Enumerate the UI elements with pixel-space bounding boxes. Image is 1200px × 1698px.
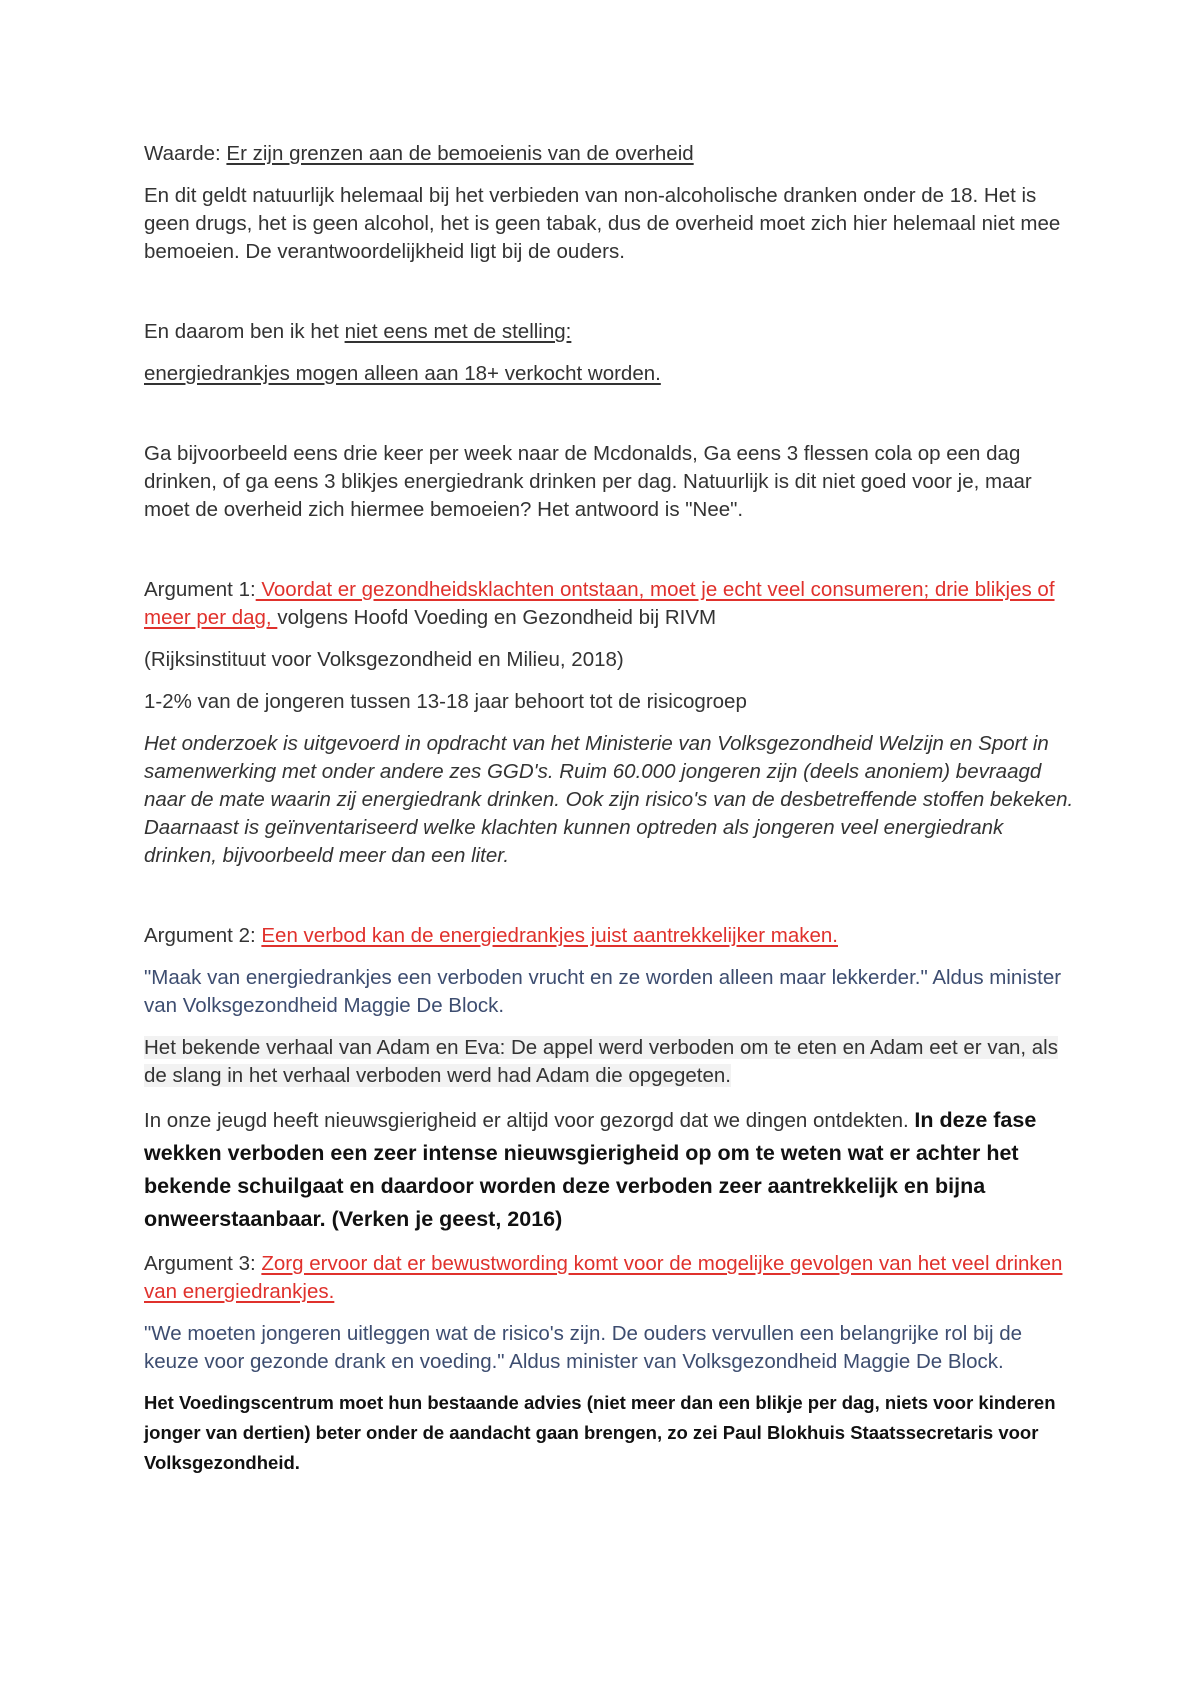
argument2-curiosity-plain: In onze jeugd heeft nieuwsgierigheid er altijd voor gezorgd dat we dingen ontdekten. — [144, 1109, 915, 1132]
argument3-heading — [144, 1250, 1074, 1306]
intro-paragraph: En dit geldt natuurlijk helemaal bij het verbieden van non-alcoholische dranken onder de 18. Het is geen drugs, het is geen alcohol, het is geen tabak, dus de overheid moet zich hier helemaal niet mee bemoeien. De verantwoordelijkheid ligt bij de ouders. — [144, 184, 1061, 263]
statement-text: energiedrankjes mogen alleen aan 18+ verkocht worden. — [144, 362, 661, 385]
argument2-curiosity — [144, 1104, 1074, 1236]
argument1-citation: (Rijksinstituut voor Volksgezondheid en Milieu, 2018) — [144, 648, 624, 671]
argument1-label: Argument 1: — [144, 578, 256, 601]
argument2-heading — [144, 922, 1074, 950]
value-text: Er zijn grenzen aan de bemoeienis van de overheid — [226, 142, 694, 165]
argument2-claim: Een verbod kan de energiedrankjes juist aantrekkelijker maken. — [261, 924, 838, 947]
argument3-advice: Het Voedingscentrum moet hun bestaande advies (niet meer dan een blikje per dag, niets voor kinderen jonger van dertien) beter onder de aandacht gaan brengen, zo zei Paul Blokhuis Staatssecretaris voor Volksgezondheid. — [144, 1392, 1056, 1473]
argument1-heading — [144, 576, 1074, 632]
argument1-research: Het onderzoek is uitgevoerd in opdracht van het Ministerie van Volksgezondheid Welzijn en Sport in samenwerking met onder andere zes GGD's. Ruim 60.000 jongeren zijn (deels anoniem) bevraagd naar de mate waarin zij energiedrank drinken. Ook zijn risico's van de desbetreffende stoffen bekeken. Daarnaast is geïnventariseerd welke klachten kunnen optreden als jongeren veel energiedrank drinken, bijvoorbeeld meer dan een liter. — [144, 732, 1074, 867]
argument3-label: Argument 3: — [144, 1252, 262, 1275]
argument3-quote: "We moeten jongeren uitleggen wat de risico's zijn. De ouders vervullen een belangrijke rol bij de keuze voor gezonde drank en voeding." Aldus minister van Volksgezondheid Maggie De Block. — [144, 1322, 1022, 1373]
example-paragraph: Ga bijvoorbeeld eens drie keer per week naar de Mcdonalds, Ga eens 3 flessen cola op een dag drinken, of ga eens 3 blikjes energiedrank drinken per dag. Natuurlijk is dit niet goed voor je, maar moet de overheid zich hiermee bemoeien? Het antwoord is "Nee". — [144, 442, 1032, 521]
position-paragraph — [144, 318, 1074, 346]
argument1-source: volgens Hoofd Voeding en Gezondheid bij RIVM — [277, 606, 717, 629]
argument3-claim: Zorg ervoor dat er bewustwording komt voor de mogelijke gevolgen van het veel drinken van energiedrankjes. — [144, 1252, 1063, 1303]
argument2-story — [144, 1034, 1074, 1090]
value-label: Waarde: — [144, 142, 227, 165]
position-prefix: En daarom ben ik het — [144, 320, 345, 343]
argument1-claim: Voordat er gezondheidsklachten ontstaan, moet je echt veel consumeren; drie blikjes of meer per dag, — [144, 578, 1055, 629]
argument2-quote: "Maak van energiedrankjes een verboden vrucht en ze worden alleen maar lekkerder." Aldus minister van Volksgezondheid Maggie De Block. — [144, 966, 1062, 1017]
argument2-curiosity-bold: In deze fase wekken verboden een zeer intense nieuwsgierigheid op om te weten wat er achter het bekende schuilgaat en daardoor worden deze verboden zeer aantrekkelijk en bijna onweerstaanbaar. (Verken je geest, 2016) — [144, 1108, 1037, 1231]
position-underlined: niet eens met de stelling: — [344, 320, 572, 343]
argument2-story-text: Het bekende verhaal van Adam en Eva: De appel werd verboden om te eten en Adam eet er van, als de slang in het verhaal verboden werd had Adam die opgegeten. — [144, 1036, 1058, 1087]
argument2-label: Argument 2: — [144, 924, 262, 947]
value-heading — [144, 140, 1074, 168]
document-body — [144, 140, 1074, 1478]
argument1-stat: 1-2% van de jongeren tussen 13-18 jaar behoort tot de risicogroep — [144, 690, 747, 713]
